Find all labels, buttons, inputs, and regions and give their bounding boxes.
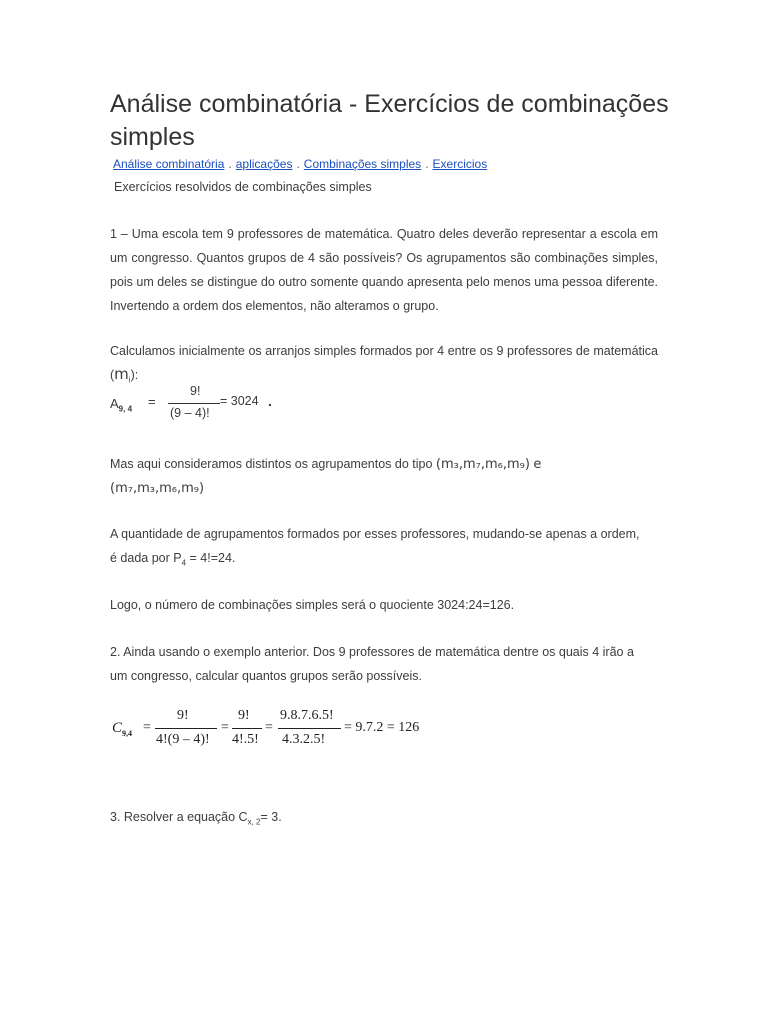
exercise-3-line: 3. Resolver a equação $C_{x, 2}= 3$.	[110, 810, 282, 827]
fraction-2-numerator: 9!	[238, 708, 250, 723]
fraction-1-numerator: 9!	[177, 708, 189, 723]
breadcrumb-separator: .	[425, 157, 429, 171]
c-subscript: x, 2	[247, 817, 261, 827]
formula-denominator: (9 – 4)!	[170, 406, 210, 420]
breadcrumb-link-exercicios[interactable]: Exercicios	[432, 157, 488, 171]
fraction-bar	[168, 403, 220, 404]
quantidade-line-1: A quantidade de agrupamentos formados por esses professores, mudando-se apenas a ordem,	[110, 527, 640, 541]
fraction-bar	[155, 728, 217, 729]
combinations-formula: $C_{9,4}$ = 9! 4!(9 – 4)! = 9! 4!.5! = 9.8.7.6.5! 4.3.2.5! = 9.7.2 = 126	[112, 708, 420, 747]
page-title: Análise combinatória - Exercícios de combinações simples	[110, 90, 669, 151]
formula-numerator: 9!	[190, 384, 201, 398]
logo-conclusion: Logo, o número de combinações simples será o quociente 3024:24=126.	[110, 598, 515, 612]
formula-equals: =	[148, 394, 156, 409]
formula-c-label: $C_{9,4}$	[112, 720, 133, 738]
exercise-2-line-2: um congresso, calcular quantos grupos serão possíveis.	[110, 669, 422, 683]
breadcrumb-separator: .	[228, 157, 232, 171]
fraction-2-denominator: 4!.5!	[232, 732, 259, 747]
m-symbol: m	[114, 365, 129, 383]
page-subtitle: Exercícios resolvidos de combinações simples	[114, 180, 372, 194]
tuple-2: (m₇,m₃,m₆,m₉)	[110, 481, 205, 496]
arranjos-end: ):	[130, 368, 139, 382]
arranjos-formula	[110, 384, 310, 428]
fraction-bar	[232, 728, 262, 729]
breadcrumb	[113, 157, 487, 171]
fraction-3-numerator: 9.8.7.6.5!	[280, 708, 334, 723]
exercise-1-question: 1 – Uma escola tem 9 professores de matemática. Quatro deles deverão representar a escola em um congresso. Quantos grupos de 4 são possíveis? Os agrupamentos são combinações simples, pois um deles se distingue do outro somente quando apresenta pelo menos uma pessoa diferente. Invertendo a ordem dos elementos, não alteramos o grupo.	[110, 227, 658, 313]
breadcrumb-link-combinacoes-simples[interactable]: Combinações simples	[303, 157, 422, 171]
breadcrumb-separator: .	[296, 157, 300, 171]
breadcrumb-link-aplicacoes[interactable]: aplicações	[235, 157, 293, 171]
p-subscript: 4	[181, 558, 187, 568]
formula-result: = 3024	[220, 394, 259, 408]
tuple-conjunction: e	[533, 457, 542, 472]
formula-c-subscript: 9,4	[122, 729, 133, 738]
m-subscript: i	[128, 375, 131, 385]
fraction-3-denominator: 4.3.2.5!	[282, 732, 326, 747]
distintos-text: Mas aqui consideramos distintos os agrupamentos do tipo	[110, 457, 433, 471]
formula-a-label: $A_{9, 4}$	[110, 396, 133, 414]
arranjos-text: Calculamos inicialmente os arranjos simples formados por 4 entre os 9 professores de matemática (	[110, 344, 658, 382]
formula-dot: .	[268, 393, 272, 409]
formula-c-result: = 9.7.2 = 126	[344, 720, 420, 735]
tuple-1: (m₃,m₇,m₆,m₉)	[435, 457, 530, 472]
exercise-2-line-1: 2. Ainda usando o exemplo anterior. Dos 9 professores de matemática dentre os quais 4 irão a	[110, 645, 634, 659]
fraction-bar	[278, 728, 341, 729]
quantidade-line-2: é dada por $P_4 = 4!=24$.	[110, 551, 236, 568]
breadcrumb-link-analise-combinatoria[interactable]: Análise combinatória	[113, 157, 225, 171]
formula-a-subscript: 9, 4	[118, 404, 133, 414]
tuple-2-line	[110, 476, 204, 501]
distintos-line	[110, 452, 541, 477]
fraction-1-denominator: 4!(9 – 4)!	[156, 732, 210, 747]
